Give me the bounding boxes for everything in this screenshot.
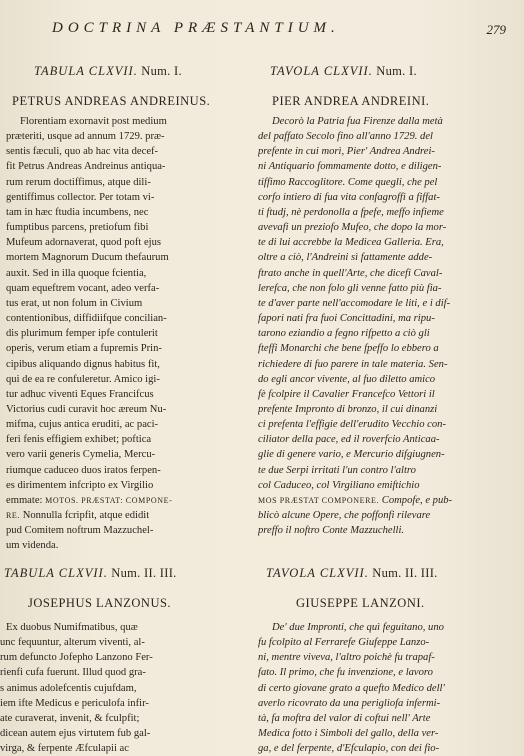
text-line: ciliator della pace, ed il roverfcio Anticaa- <box>258 434 440 446</box>
text-line: tus erat, ut non folum in Civium <box>6 297 143 309</box>
text-line: operis, verum etiam a fupremis Prin- <box>6 343 162 355</box>
text-line: Medica fotto i Simboli del gallo, della ver- <box>258 728 439 740</box>
person-name: PIER ANDREA ANDREINI. <box>272 94 430 108</box>
text-line: ni, mentre viveva, l'altro poichè fu trapaf- <box>258 652 435 664</box>
motto-end: RE. <box>6 511 21 521</box>
text-line: De' due Impronti, che quì feguitano, uno <box>272 622 444 633</box>
text-line: oltre a ciò, l'Andreini sì fattamente adde- <box>258 252 433 264</box>
text-line-motto <box>6 493 228 508</box>
running-head <box>0 20 524 42</box>
text-line: mifma, cujus antica eruditi, ac paci- <box>6 419 159 431</box>
text-line: mortem Magnorum Ducum thefaurum <box>6 252 169 264</box>
text-line: preffo il noftro Conte Mazzuchelli. <box>258 525 405 537</box>
page-number: 279 <box>486 22 506 37</box>
text-line: fè fcolpire il Cavalier Francefco Vettori il <box>258 388 435 400</box>
text-line: s animus adolefcentis cujufdam, <box>0 682 137 694</box>
table-number: Num. II. III. <box>372 566 438 580</box>
text-line: sentis fæculi, quo ab hac vita decef- <box>6 146 159 158</box>
text-line-motto <box>258 493 504 508</box>
text-line: Mufeum adornaverat, quod poft ejus <box>6 237 162 249</box>
table-heading <box>0 64 228 80</box>
text-line: col Caduceo, col Virgiliano emiftichio <box>258 479 420 491</box>
text-line: Ex duobus Numifmatibus, quæ <box>6 622 138 633</box>
text-line: rienfi cufa fuerunt. Illud quod gra- <box>0 667 146 679</box>
text-line: corfo intiero di fua vita confagroffi a fiffat- <box>258 191 440 203</box>
text-line: auxit. Sed in illa quoque fcientia, <box>6 267 147 279</box>
table-label: TABULA CLXVII. <box>4 566 108 580</box>
latin-text-1 <box>0 114 228 554</box>
text-line: fumptibus parcens, pretiofum fibi <box>6 222 149 234</box>
person-name: PETRUS ANDREAS ANDREINUS. <box>12 94 211 108</box>
text-line: prefente Impronto di bronzo, il cui dinanzi <box>258 403 438 415</box>
text-line: virga, & ferpente Æfculapii ac <box>0 743 129 755</box>
latin-text-2 <box>0 620 226 756</box>
text-line: tam in hæc ftudia incumbens, nec <box>6 206 149 218</box>
text-line: lerefca, che non folo gli venne fatto più fia- <box>258 282 442 294</box>
table-label: TAVOLA CLXVII. <box>266 566 369 580</box>
text-line: rum defuncto Jofepho Lanzono Fer- <box>0 652 153 664</box>
text-line: gentiffimus collector. Per totam vi- <box>6 191 155 203</box>
text-line: es dirimentem infcripto ex Virgilio <box>6 479 154 491</box>
text-line: glie di genere vario, e Mercurio difgiugnen- <box>258 449 445 461</box>
italian-column-2 <box>258 566 486 756</box>
table-number: Num. II. III. <box>111 566 177 580</box>
text-line <box>6 508 228 523</box>
table-number: Num. I. <box>376 64 417 78</box>
italian-text-2 <box>258 620 504 756</box>
text-line: pud Comitem noftrum Mazzuchel- <box>6 525 154 537</box>
text-line: del paffato Secolo fino all'anno 1729. del <box>258 131 433 143</box>
text-line: unc fequuntur, alterum viventi, al- <box>0 637 145 649</box>
text-line: tur adhuc viventi Eques Francifcus <box>6 388 154 400</box>
text-line: fu fcolpito al Ferrarefe Giufeppe Lanzo- <box>258 637 430 649</box>
table-label: TAVOLA CLXVII. <box>270 64 373 78</box>
text-line: richiedere di fuo parere in tale materia. Sen- <box>258 358 448 370</box>
text-line: qui de ea re confuleretur. Amico igi- <box>6 373 160 385</box>
table-heading <box>258 566 486 582</box>
text-line: di certo giovane grato a quefto Medico dell' <box>258 682 445 694</box>
text-line: fapori nati fra fuoi Concittadini, ma ripu- <box>258 313 435 325</box>
table-number: Num. I. <box>141 64 182 78</box>
text-line: prefente in cui morì, Pier' Andrea Andrei- <box>258 146 435 158</box>
latin-column-2 <box>0 566 228 756</box>
text-line: ate curaverat, invenit, & fculpfit; <box>0 712 140 724</box>
person-name: GIUSEPPE LANZONI. <box>296 596 425 610</box>
italian-column-1 <box>258 64 486 538</box>
text-line: averlo ricovrato da una perigliofa infermi- <box>258 697 441 709</box>
text-line: fit Petrus Andreas Andreinus antiqua- <box>6 161 166 173</box>
person-name: JOSEPHUS LANZONUS. <box>28 596 172 610</box>
text-line: Decorò la Patria fua Firenze dalla metà <box>272 116 443 127</box>
text-line: Florentiam exornavit post medium <box>20 116 167 127</box>
text-line: feri fenis effigiem exhibet; poftica <box>6 434 152 446</box>
italian-text-1 <box>258 114 504 538</box>
text-fragment: Nonnulla fcripfit, atque edidit <box>22 510 150 522</box>
text-line: iem ifte Medicus e periculofa infir- <box>0 697 149 709</box>
text-line: rum rerum doctiffimus, atque dili- <box>6 176 151 188</box>
text-line: ftrato anche in quell'Arte, che dicefi Caval- <box>258 267 443 279</box>
text-line: te due Serpi irritati l'un contro l'altro <box>258 464 416 476</box>
text-line: riumque caduceo duos iratos ferpen- <box>6 464 161 476</box>
text-line: fato. Il primo, che fu invenzione, e lavoro <box>258 667 433 679</box>
text-line: te d'aver parte nell'accomodare le liti, e i dif- <box>258 297 451 309</box>
latin-column-1 <box>0 64 228 554</box>
text-line: tiffimo Raccoglitore. Come quegli, che pel <box>258 176 438 188</box>
text-fragment: Compofe, e pub- <box>381 494 453 506</box>
table-heading <box>0 566 228 582</box>
table-label: TABULA CLXVII. <box>34 64 138 78</box>
text-line: te di lui accrebbe la Medicea Galleria. Era, <box>258 237 444 249</box>
text-fragment: emmate: <box>6 494 43 506</box>
text-line: cipibus aliquando dignus habitus fit, <box>6 358 160 370</box>
text-line: blicò alcune Opere, che poffonfi rilevare <box>258 510 431 522</box>
text-line: ga, e del ferpente, d'Efculapio, con dei fio- <box>258 743 440 755</box>
running-title: DOCTRINA PRÆSTANTIUM. <box>52 20 340 36</box>
text-line: ci prefenta l'effigie dell'erudito Vecchio con- <box>258 419 446 431</box>
motto: MOS PRÆSTAT COMPONERE. <box>258 495 380 505</box>
text-line: dicean autem ejus virtutem fub gal- <box>0 728 151 740</box>
text-line: tarono eziandio a fegno rifpetto a ciò gli <box>258 328 430 340</box>
text-line: ti ftudj, nè perdonolla a fpefe, meffo infieme <box>258 206 444 218</box>
text-line: præteriti, usque ad annum 1729. præ- <box>6 131 165 143</box>
text-line: fteffi Monarchi che bene fpeffo lo ebbero a <box>258 343 439 355</box>
table-heading <box>258 64 486 80</box>
text-line: vero varii generis Cymelia, Mercu- <box>6 449 156 461</box>
text-line: do egli ancor vivente, al fuo diletto amico <box>258 373 436 385</box>
text-line: avevafi un preziofo Mufeo, che dopo la mor- <box>258 222 447 234</box>
motto: MOTOS. PRÆSTAT: COMPONE- <box>45 495 173 505</box>
text-line: tà, fa moftra del valor di coftui nell' Arte <box>258 712 431 724</box>
text-line: Victorius cudi curavit hoc æreum Nu- <box>6 403 167 415</box>
text-line: um videnda. <box>6 540 59 552</box>
text-line: dis plurimum femper ipfe contulerit <box>6 328 158 340</box>
text-line: ni Antiquario fommamente dotto, e diligen- <box>258 161 442 173</box>
text-line: contentionibus, diffidiifque concilian- <box>6 313 167 325</box>
text-line: quam equeftrem vocant, adeo verfa- <box>6 282 160 294</box>
